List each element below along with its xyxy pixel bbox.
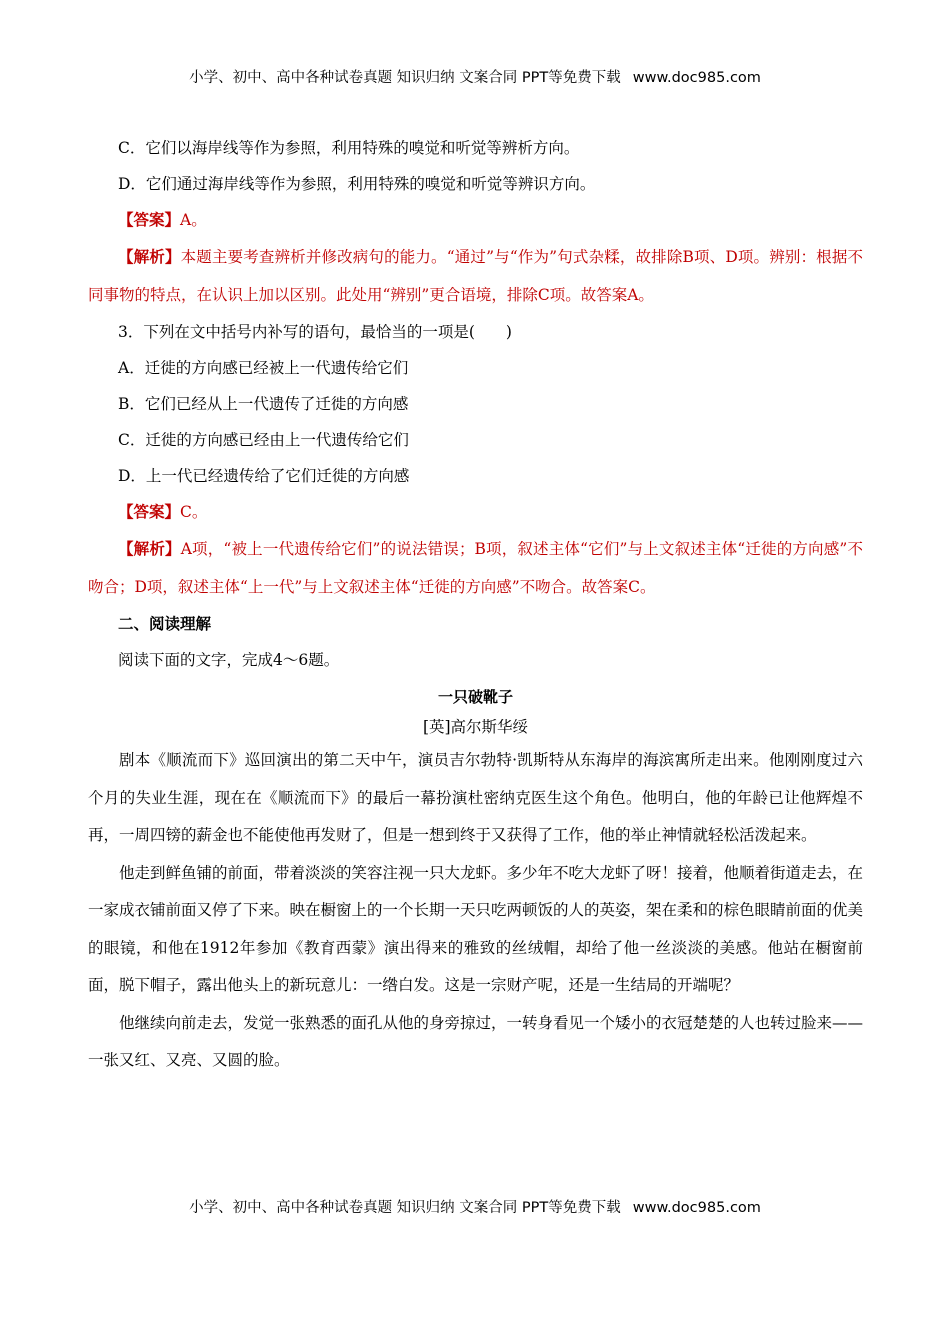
q3-stem: 3．下列在文中括号内补写的语句，最恰当的一项是( ) (118, 323, 512, 341)
section-instruction: 阅读下面的文字，完成4～6题。 (118, 651, 340, 669)
answer-value: C。 (180, 503, 208, 521)
q2-analysis (88, 238, 863, 314)
story-title: 一只破靴子 (437, 688, 513, 706)
page-footer (0, 1196, 950, 1217)
section-heading: 二、阅读理解 (118, 614, 212, 633)
story-paragraph-3: 他继续向前走去，发觉一张熟悉的面孔从他的身旁掠过，一转身看见一个矮小的衣冠楚楚的人也转过脸来——一张又红、又亮、又圆的脸。 (88, 1013, 864, 1069)
footer-text: 小学、初中、高中各种试卷真题 知识归纳 文案合同 PPT等免费下载 (189, 1200, 621, 1216)
footer-site-link[interactable]: www.doc985.com (632, 1200, 761, 1216)
story-paragraph-1: 剧本《顺流而下》巡回演出的第二天中午，演员吉尔勃特·凯斯特从东海岸的海滨寓所走出来。他刚刚度过六个月的失业生涯，现在在《顺流而下》的最后一幕扮演杜密纳克医生这个角色。他明白，他的年龄已让他辉煌不再，一周四镑的薪金也不能使他再发财了，但是一想到终于又获得了工作，他的举止神情就轻松活泼起来。 (88, 751, 863, 844)
q3-option-a: A．迁徙的方向感已经被上一代遗传给它们 (118, 359, 409, 377)
q3-answer (88, 494, 863, 530)
q3-option-c: C．迁徙的方向感已经由上一代遗传给它们 (118, 431, 409, 449)
analysis-text: A项，“被上一代遗传给它们”的说法错误；B项，叙述主体“它们”与上文叙述主体“迁徙的方向感”不吻合；D项，叙述主体“上一代”与上文叙述主体“迁徙的方向感”不吻合。故答案C。 (88, 540, 863, 596)
analysis-label: 【解析】 (118, 247, 181, 266)
analysis-label: 【解析】 (118, 539, 181, 558)
header-text: 小学、初中、高中各种试卷真题 知识归纳 文案合同 PPT等免费下载 (189, 70, 621, 86)
q2-option-d: D．它们通过海岸线等作为参照，利用特殊的嗅觉和听觉等辨识方向。 (118, 175, 596, 193)
story-author: [英]高尔斯华绥 (422, 718, 529, 736)
answer-value: A。 (180, 211, 207, 229)
q2-answer (88, 202, 863, 238)
q3-option-d: D．上一代已经遗传给了它们迁徙的方向感 (118, 467, 410, 485)
page-header (0, 66, 950, 87)
answer-label: 【答案】 (118, 210, 181, 229)
q3-option-b: B．它们已经从上一代遗传了迁徙的方向感 (118, 395, 409, 413)
answer-label: 【答案】 (118, 502, 181, 521)
story-paragraph-2: 他走到鲜鱼铺的前面，带着淡淡的笑容注视一只大龙虾。多少年不吃大龙虾了呀！接着，他顺着街道走去，在一家成衣铺前面又停了下来。映在橱窗上的一个长期一天只吃两顿饭的人的英姿，架在柔和的棕色眼睛前面的优美的眼镜，和他在1912年参加《教育西蒙》演出得来的雅致的丝绒帽，却给了他一丝淡淡的美感。他站在橱窗前面，脱下帽子，露出他头上的新玩意儿：一绺白发。这是一宗财产呢，还是一生结局的开端呢？ (88, 863, 864, 994)
q2-option-c: C．它们以海岸线等作为参照，利用特殊的嗅觉和听觉等辨析方向。 (118, 139, 580, 157)
analysis-text: 本题主要考查辨析并修改病句的能力。“通过”与“作为”句式杂糅，故排除B项、D项。辨别：根据不同事物的特点，在认识上加以区别。此处用“辨别”更合语境，排除C项。故答案A。 (88, 248, 863, 304)
q3-analysis (88, 530, 863, 606)
document-body (88, 130, 863, 1080)
header-site-link[interactable]: www.doc985.com (632, 70, 761, 86)
